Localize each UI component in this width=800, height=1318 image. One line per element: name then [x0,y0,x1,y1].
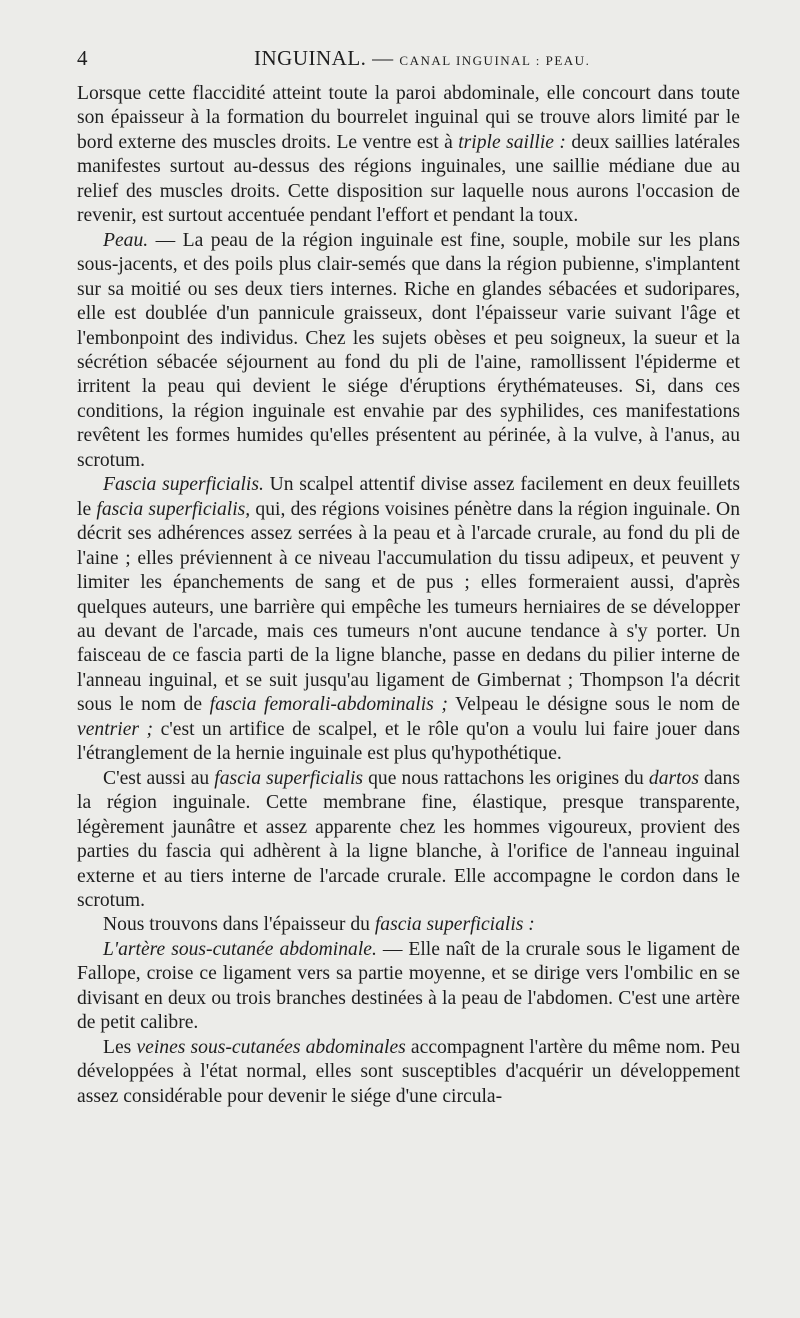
running-head-title: INGUINAL. [254,46,367,70]
italic-term: fascia superficialis, [96,498,251,520]
italic-term: fascia superficialis : [374,914,535,936]
italic-term: veines sous-cutanées abdominales [136,1036,406,1058]
paragraph-text: dans la région inguinale. Cette membrane fine, élastique, presque transparente, légèrement jaunâtre et assez apparente chez les hommes vigoureux, provient des parties du fascia qui adhèrent à la ligne blanche, à l'orifice de l'anneau inguinal externe et au tiers interne de l'arcade crurale. Elle accompagne le cordon dans le scrotum. [77,767,740,911]
italic-term: triple saillie : [458,131,566,153]
running-head-separator: — [372,46,394,70]
section-heading-fascia: Fascia superficialis. [103,474,264,496]
running-head [254,46,590,71]
paragraph-text: Nous trouvons dans l'épaisseur du [103,914,375,936]
paragraph-flaccidite [77,82,740,229]
paragraph-text: — La peau de la région inguinale est fine, souple, mobile sur les plans sous-jacents, et des poils plus clair-semés que dans la région pubienne, s'implantent sur sa moitié ou ses deux tiers internes. Riche en glandes sébacées et sudoripares, elle est doublée d'un pannicule graisseux, dont l'épaisseur varie suivant l'âge et l'embonpoint des individus. Chez les sujets obèses et peu soigneux, la sueur et la sécrétion sébacée séjournent au fond du pli de l'aine, ramollissent l'épiderme et irritent la peau qui devient le siége d'éruptions érythémateuses. Si, dans ces conditions, la région inguinale est envahie par des syphilides, ces manifestations revêtent les formes humides qu'elles présentent au périnée, à la vulve, à l'anus, au scrotum. [77,229,740,471]
italic-term: fascia superficialis [214,767,364,789]
paragraph-text: Lorsque cette flaccidité atteint toute la paroi abdominale, elle concourt dans toute son épaisseur à la formation du bourrelet inguinal qui se trouve alors limité par le bord externe des muscles droits. Le ventre est à [77,83,740,153]
paragraph-text: Velpeau le désigne sous le nom de [447,694,741,716]
paragraph-text: Les [103,1036,137,1058]
body-text [77,82,740,1109]
paragraph-text: accompagnent l'artère du même nom. Peu développées à l'état normal, elles sont susceptibles d'acquérir un développement assez considérable pour devenir le siége d'une circula- [77,1036,740,1107]
page-header [77,46,740,76]
paragraph-text: qui, des régions voisines pénètre dans la région inguinale. On décrit ses adhérences assez serrées à la peau et à l'arcade crurale, au fond du pli de l'aine ; elles préviennent à ce niveau l'accumulation du tissu adipeux, et peuvent y limiter les épanchements de sang et de pus ; elles formeraient aussi, d'après quelques auteurs, une barrière qui empêche les tumeurs herniaires de se développer au devant de l'arcade, mais ces tumeurs n'ont aucune tendance à s'y porter. Un faisceau de ce fascia parti de la ligne blanche, passe en dedans du pilier interne de l'anneau inguinal, et se suit jusqu'au ligament de Gimbernat ; Thompson l'a décrit sous le nom de [77,498,740,716]
paragraph-text: que nous rattachons les origines du [363,767,649,789]
paragraph-text: c'est un artifice de scalpel, et le rôle qu'on a voulu lui faire jouer dans l'étranglement de la hernie inguinale est plus qu'hypothétique. [77,718,740,765]
paragraph-veines [77,1036,740,1109]
paragraph-text: — Elle naît de la crurale sous le ligament de Fallope, croise ce ligament vers sa partie moyenne, et se dirige vers l'ombilic en se divisant en deux ou trois branches destinées à la peau de l'abdomen. C'est une artère de petit calibre. [77,938,740,1034]
page-number: 4 [77,46,88,70]
italic-term: fascia femorali-abdominalis ; [209,694,448,716]
paragraph-artere [77,938,740,1036]
paragraph-intro-list [77,913,740,937]
paragraph-fascia-superficialis [77,473,740,766]
paragraph-text: Un scalpel attentif divise assez facilement en deux feuillets le [77,474,740,520]
running-head-subtitle: CANAL INGUINAL : PEAU. [399,53,591,68]
paragraph-text: deux saillies latérales manifestes surtout au-dessus des régions inguinales, une saillie médiane due au relief des muscles droits. Cette disposition sur laquelle nous aurons l'occasion de revenir, est surtout accentuée pendant l'effort et pendant la toux. [77,131,740,227]
italic-term: dartos [648,767,699,789]
paragraph-dartos [77,767,740,914]
section-heading-peau: Peau. [103,229,149,251]
section-heading-artere: L'artère sous-cutanée abdominale. [103,938,377,960]
paragraph-peau [77,229,740,474]
italic-term: ventrier ; [77,718,154,740]
paragraph-text: C'est aussi au [103,767,215,789]
